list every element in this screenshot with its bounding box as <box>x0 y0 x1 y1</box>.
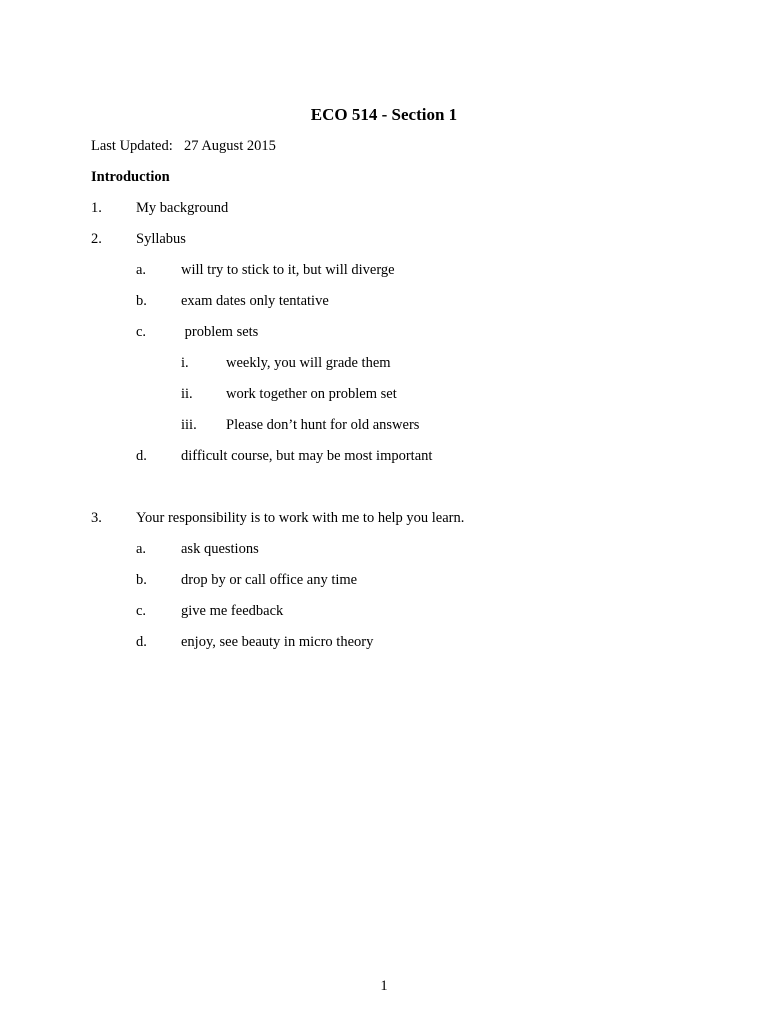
list-item-marker: 2. <box>91 231 102 247</box>
list-item: Syllabus <box>136 231 186 247</box>
sub-sub-item: weekly, you will grade them <box>226 355 391 371</box>
sub-item: will try to stick to it, but will diverge <box>181 262 395 278</box>
sub-item-marker: b. <box>136 293 147 309</box>
sub-sub-item-marker: ii. <box>181 386 193 402</box>
section-heading: Introduction <box>91 169 170 185</box>
sub-sub-item-marker: iii. <box>181 417 197 433</box>
list-item-marker: 3. <box>91 510 102 526</box>
list-item: My background <box>136 200 229 216</box>
sub-item: difficult course, but may be most important <box>181 448 433 464</box>
sub-item-marker: b. <box>136 572 147 588</box>
sub-sub-item-marker: i. <box>181 355 189 371</box>
sub-item: drop by or call office any time <box>181 572 358 588</box>
sub-item: give me feedback <box>181 603 284 619</box>
sub-item: problem sets <box>181 324 259 340</box>
list-item: Your responsibility is to work with me to help you learn. <box>136 510 465 526</box>
last-updated-label: Last Updated: <box>91 138 173 154</box>
sub-item-marker: d. <box>136 448 147 464</box>
sub-item-marker: c. <box>136 324 147 340</box>
sub-sub-item: Please don’t hunt for old answers <box>226 417 420 433</box>
document-title: ECO 514 - Section 1 <box>310 105 458 124</box>
sub-item-marker: a. <box>136 541 147 557</box>
sub-sub-item: work together on problem set <box>226 386 397 402</box>
sub-item: ask questions <box>181 541 259 557</box>
page-number: 1 <box>380 978 388 994</box>
sub-item-marker: c. <box>136 603 147 619</box>
sub-item-marker: d. <box>136 634 147 650</box>
sub-item-marker: a. <box>136 262 147 278</box>
last-updated-date: 27 August 2015 <box>184 138 276 154</box>
list-item-marker: 1. <box>91 200 102 216</box>
sub-item: enjoy, see beauty in micro theory <box>181 634 374 650</box>
sub-item: exam dates only tentative <box>181 293 329 309</box>
